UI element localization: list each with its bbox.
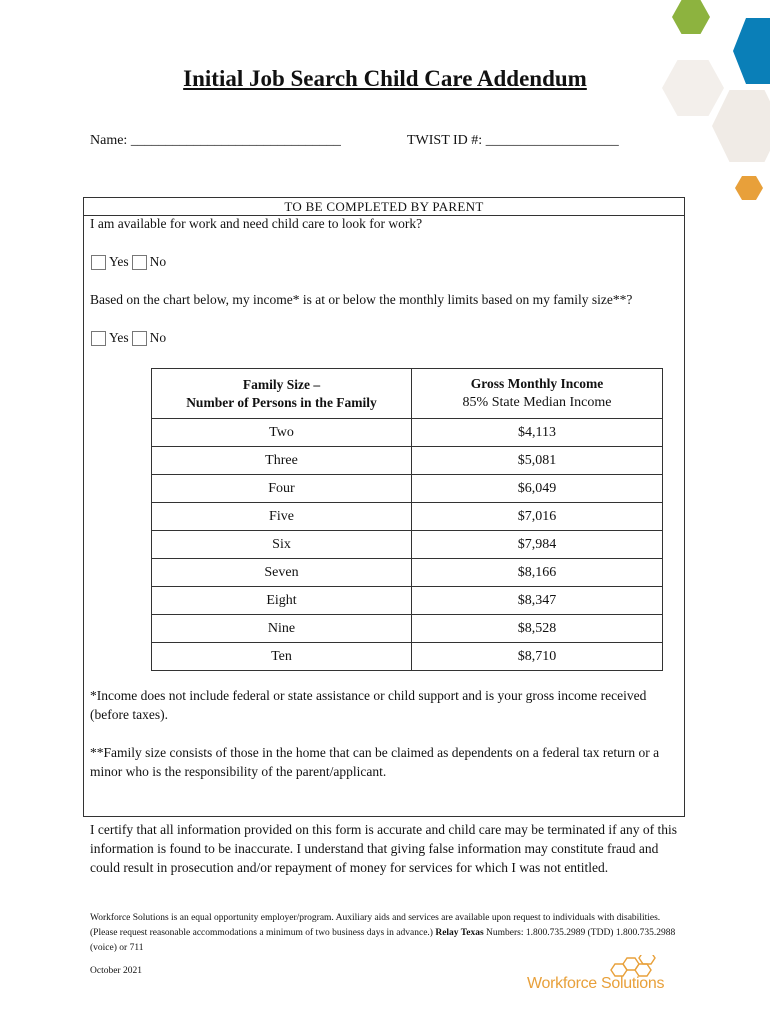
income-cell: $5,081 xyxy=(412,447,663,475)
table-row xyxy=(152,419,663,447)
footer-text-b: Numbers: 1.800.735.2989 (TDD) 1.800.735.2988 (voice) or 711 xyxy=(90,928,676,953)
table-row xyxy=(152,447,663,475)
twist-id-field[interactable] xyxy=(407,133,619,149)
yes-label: Yes xyxy=(109,254,129,269)
income-cell: $8,166 xyxy=(412,559,663,587)
family-size-cell: Eight xyxy=(152,587,412,615)
income-header-line1: Gross Monthly Income xyxy=(470,376,604,391)
family-size-header-line2: Number of Persons in the Family xyxy=(186,394,377,410)
name-label: Name: xyxy=(90,133,128,148)
income-no-checkbox[interactable] xyxy=(132,331,147,346)
parent-section-box xyxy=(83,197,685,817)
name-field[interactable] xyxy=(90,133,341,149)
family-size-header-line1: Family Size – xyxy=(242,376,321,392)
form-date: October 2021 xyxy=(90,966,142,976)
income-cell: $8,710 xyxy=(412,643,663,671)
family-size-cell: Seven xyxy=(152,559,412,587)
certification-text: I certify that all information provided on this form is accurate and child care may be terminated if any of this information is found to be inaccurate. I understand that giving false information may constitute fraud and could result in prosecution and/or repayment of money for services for which I was not entitled. xyxy=(90,822,678,875)
no-label: No xyxy=(149,330,167,345)
availability-no-checkbox[interactable] xyxy=(132,255,147,270)
table-row xyxy=(152,587,663,615)
table-row xyxy=(152,531,663,559)
twist-id-blank[interactable]: ___________________ xyxy=(485,133,619,148)
income-cell: $8,528 xyxy=(412,615,663,643)
income-cell: $7,984 xyxy=(412,531,663,559)
income-cell: $4,113 xyxy=(412,419,663,447)
question-income: Based on the chart below, my income* is at or below the monthly limits based on my family size**? xyxy=(90,292,633,307)
table-row xyxy=(152,475,663,503)
footer-text-a: Workforce Solutions is an equal opportunity employer/program. Auxiliary aids and services are available upon request to individuals with disabilities. (Please request reasonable accommodations a minimum of two business days in advance.) xyxy=(90,913,661,938)
family-size-cell: Four xyxy=(152,475,412,503)
table-row xyxy=(152,559,663,587)
no-label: No xyxy=(149,254,167,269)
logo-hexagon-icon xyxy=(527,955,677,977)
family-size-cell: Nine xyxy=(152,615,412,643)
family-size-footnote: **Family size consists of those in the home that can be claimed as dependents on a federal tax return or a minor who is the responsibility of the parent/applicant. xyxy=(90,745,660,779)
question-availability: I am available for work and need child care to look for work? xyxy=(90,216,423,231)
decor-hexagon-green xyxy=(672,0,710,34)
table-row xyxy=(152,503,663,531)
relay-texas-label: Relay Texas xyxy=(435,928,484,938)
income-cell: $6,049 xyxy=(412,475,663,503)
logo-text: Workforce Solutions xyxy=(527,975,665,989)
income-limit-table xyxy=(151,368,663,671)
workforce-solutions-logo xyxy=(527,955,677,989)
family-size-cell: Three xyxy=(152,447,412,475)
table-row xyxy=(152,643,663,671)
section-header: TO BE COMPLETED BY PARENT xyxy=(84,198,684,216)
decor-hexagon-orange xyxy=(735,176,763,200)
decor-hexagon-light xyxy=(712,90,770,162)
table-body xyxy=(152,419,663,671)
family-size-header xyxy=(152,369,412,419)
income-cell: $8,347 xyxy=(412,587,663,615)
income-yes-checkbox[interactable] xyxy=(91,331,106,346)
availability-options xyxy=(91,254,169,270)
name-blank[interactable]: ______________________________ xyxy=(130,133,341,148)
footer-notice xyxy=(90,911,680,956)
income-footnote: *Income does not include federal or state assistance or child support and is your gross income received (before taxes). xyxy=(90,688,647,722)
yes-label: Yes xyxy=(109,330,129,345)
family-size-cell: Five xyxy=(152,503,412,531)
availability-yes-checkbox[interactable] xyxy=(91,255,106,270)
family-size-cell: Two xyxy=(152,419,412,447)
income-options xyxy=(91,330,169,346)
page-title: Initial Job Search Child Care Addendum xyxy=(183,66,587,91)
twist-id-label: TWIST ID #: xyxy=(407,133,483,148)
income-cell: $7,016 xyxy=(412,503,663,531)
family-size-cell: Six xyxy=(152,531,412,559)
income-header-line2: 85% State Median Income xyxy=(462,395,612,410)
income-header xyxy=(412,369,663,419)
family-size-cell: Ten xyxy=(152,643,412,671)
table-row xyxy=(152,615,663,643)
